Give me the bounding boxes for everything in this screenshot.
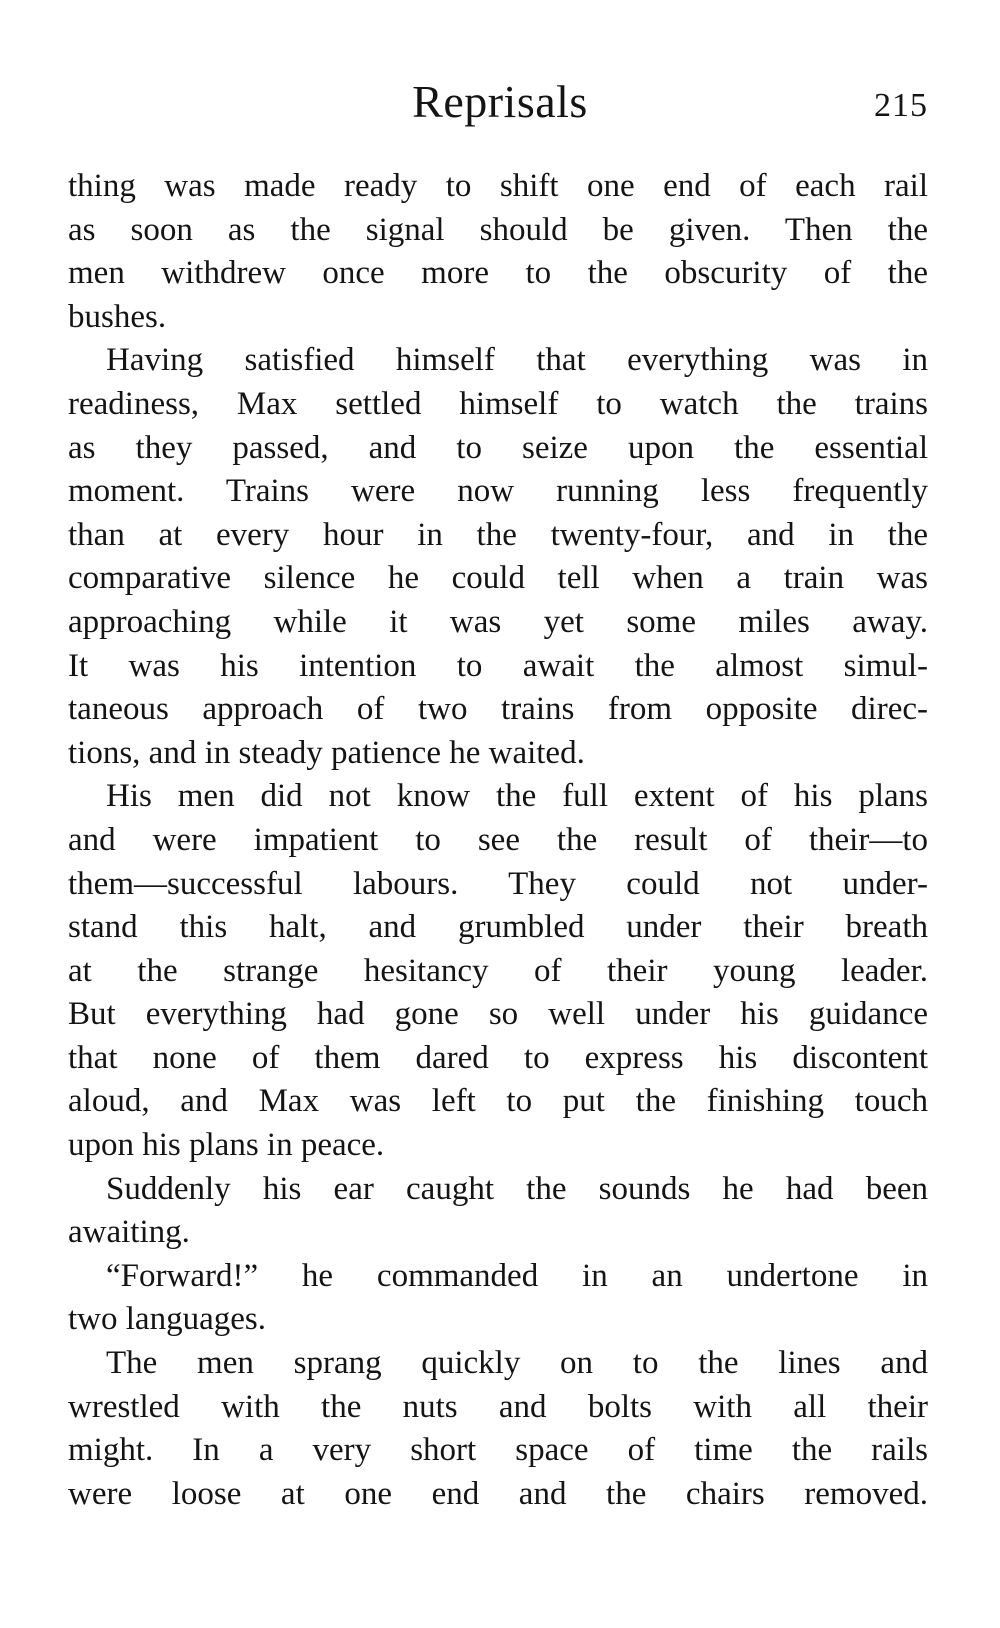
running-head — [0, 72, 1000, 132]
text-line: that none of them dared to express his discontent — [68, 1039, 928, 1076]
text-line: men withdrew once more to the obscurity of the — [68, 255, 928, 292]
text-line: upon his plans in peace. — [68, 1127, 385, 1164]
text-line: wrestled with the nuts and bolts with all their — [68, 1388, 928, 1425]
paragraph-first-line: The men sprang quickly on to the lines and — [106, 1345, 928, 1382]
text-line: than at every hour in the twenty-four, and in the — [68, 516, 928, 553]
text-line: It was his intention to await the almost simul- — [68, 647, 928, 684]
text-line: bushes. — [68, 298, 167, 335]
text-line: were loose at one end and the chairs removed. — [68, 1475, 928, 1512]
body-text — [68, 165, 928, 1516]
text-line: at the strange hesitancy of their young leader. — [68, 952, 928, 989]
page-number: 215 — [874, 87, 928, 124]
text-line: them—successful labours. They could not under- — [68, 865, 928, 902]
paragraph-first-line: “Forward!” he commanded in an undertone in — [106, 1257, 928, 1294]
text-line: as soon as the signal should be given. Then the — [68, 211, 928, 248]
text-line: moment. Trains were now running less frequently — [68, 473, 928, 510]
text-line: awaiting. — [68, 1214, 190, 1251]
text-line: But everything had gone so well under his guidance — [68, 996, 928, 1033]
text-line: aloud, and Max was left to put the finishing touch — [68, 1083, 928, 1120]
text-line: tions, and in steady patience he waited. — [68, 734, 585, 771]
paragraph-first-line: His men did not know the full extent of his plans — [106, 778, 928, 815]
paragraph-first-line: Suddenly his ear caught the sounds he had been — [106, 1170, 928, 1207]
text-line: thing was made ready to shift one end of each rail — [68, 168, 928, 204]
text-line: might. In a very short space of time the rails — [68, 1432, 928, 1469]
paragraph-first-line: Having satisfied himself that everything was in — [106, 342, 928, 379]
text-line: readiness, Max settled himself to watch the trains — [68, 385, 928, 422]
text-line: stand this halt, and grumbled under their breath — [68, 909, 928, 946]
text-line: comparative silence he could tell when a train was — [68, 560, 928, 597]
text-line: two languages. — [68, 1301, 266, 1338]
text-line: and were impatient to see the result of their—to — [68, 821, 928, 858]
text-line: taneous approach of two trains from opposite direc- — [68, 691, 928, 728]
text-line: approaching while it was yet some miles away. — [68, 603, 928, 640]
text-line: as they passed, and to seize upon the essential — [68, 429, 928, 466]
chapter-title: Reprisals — [412, 76, 588, 127]
